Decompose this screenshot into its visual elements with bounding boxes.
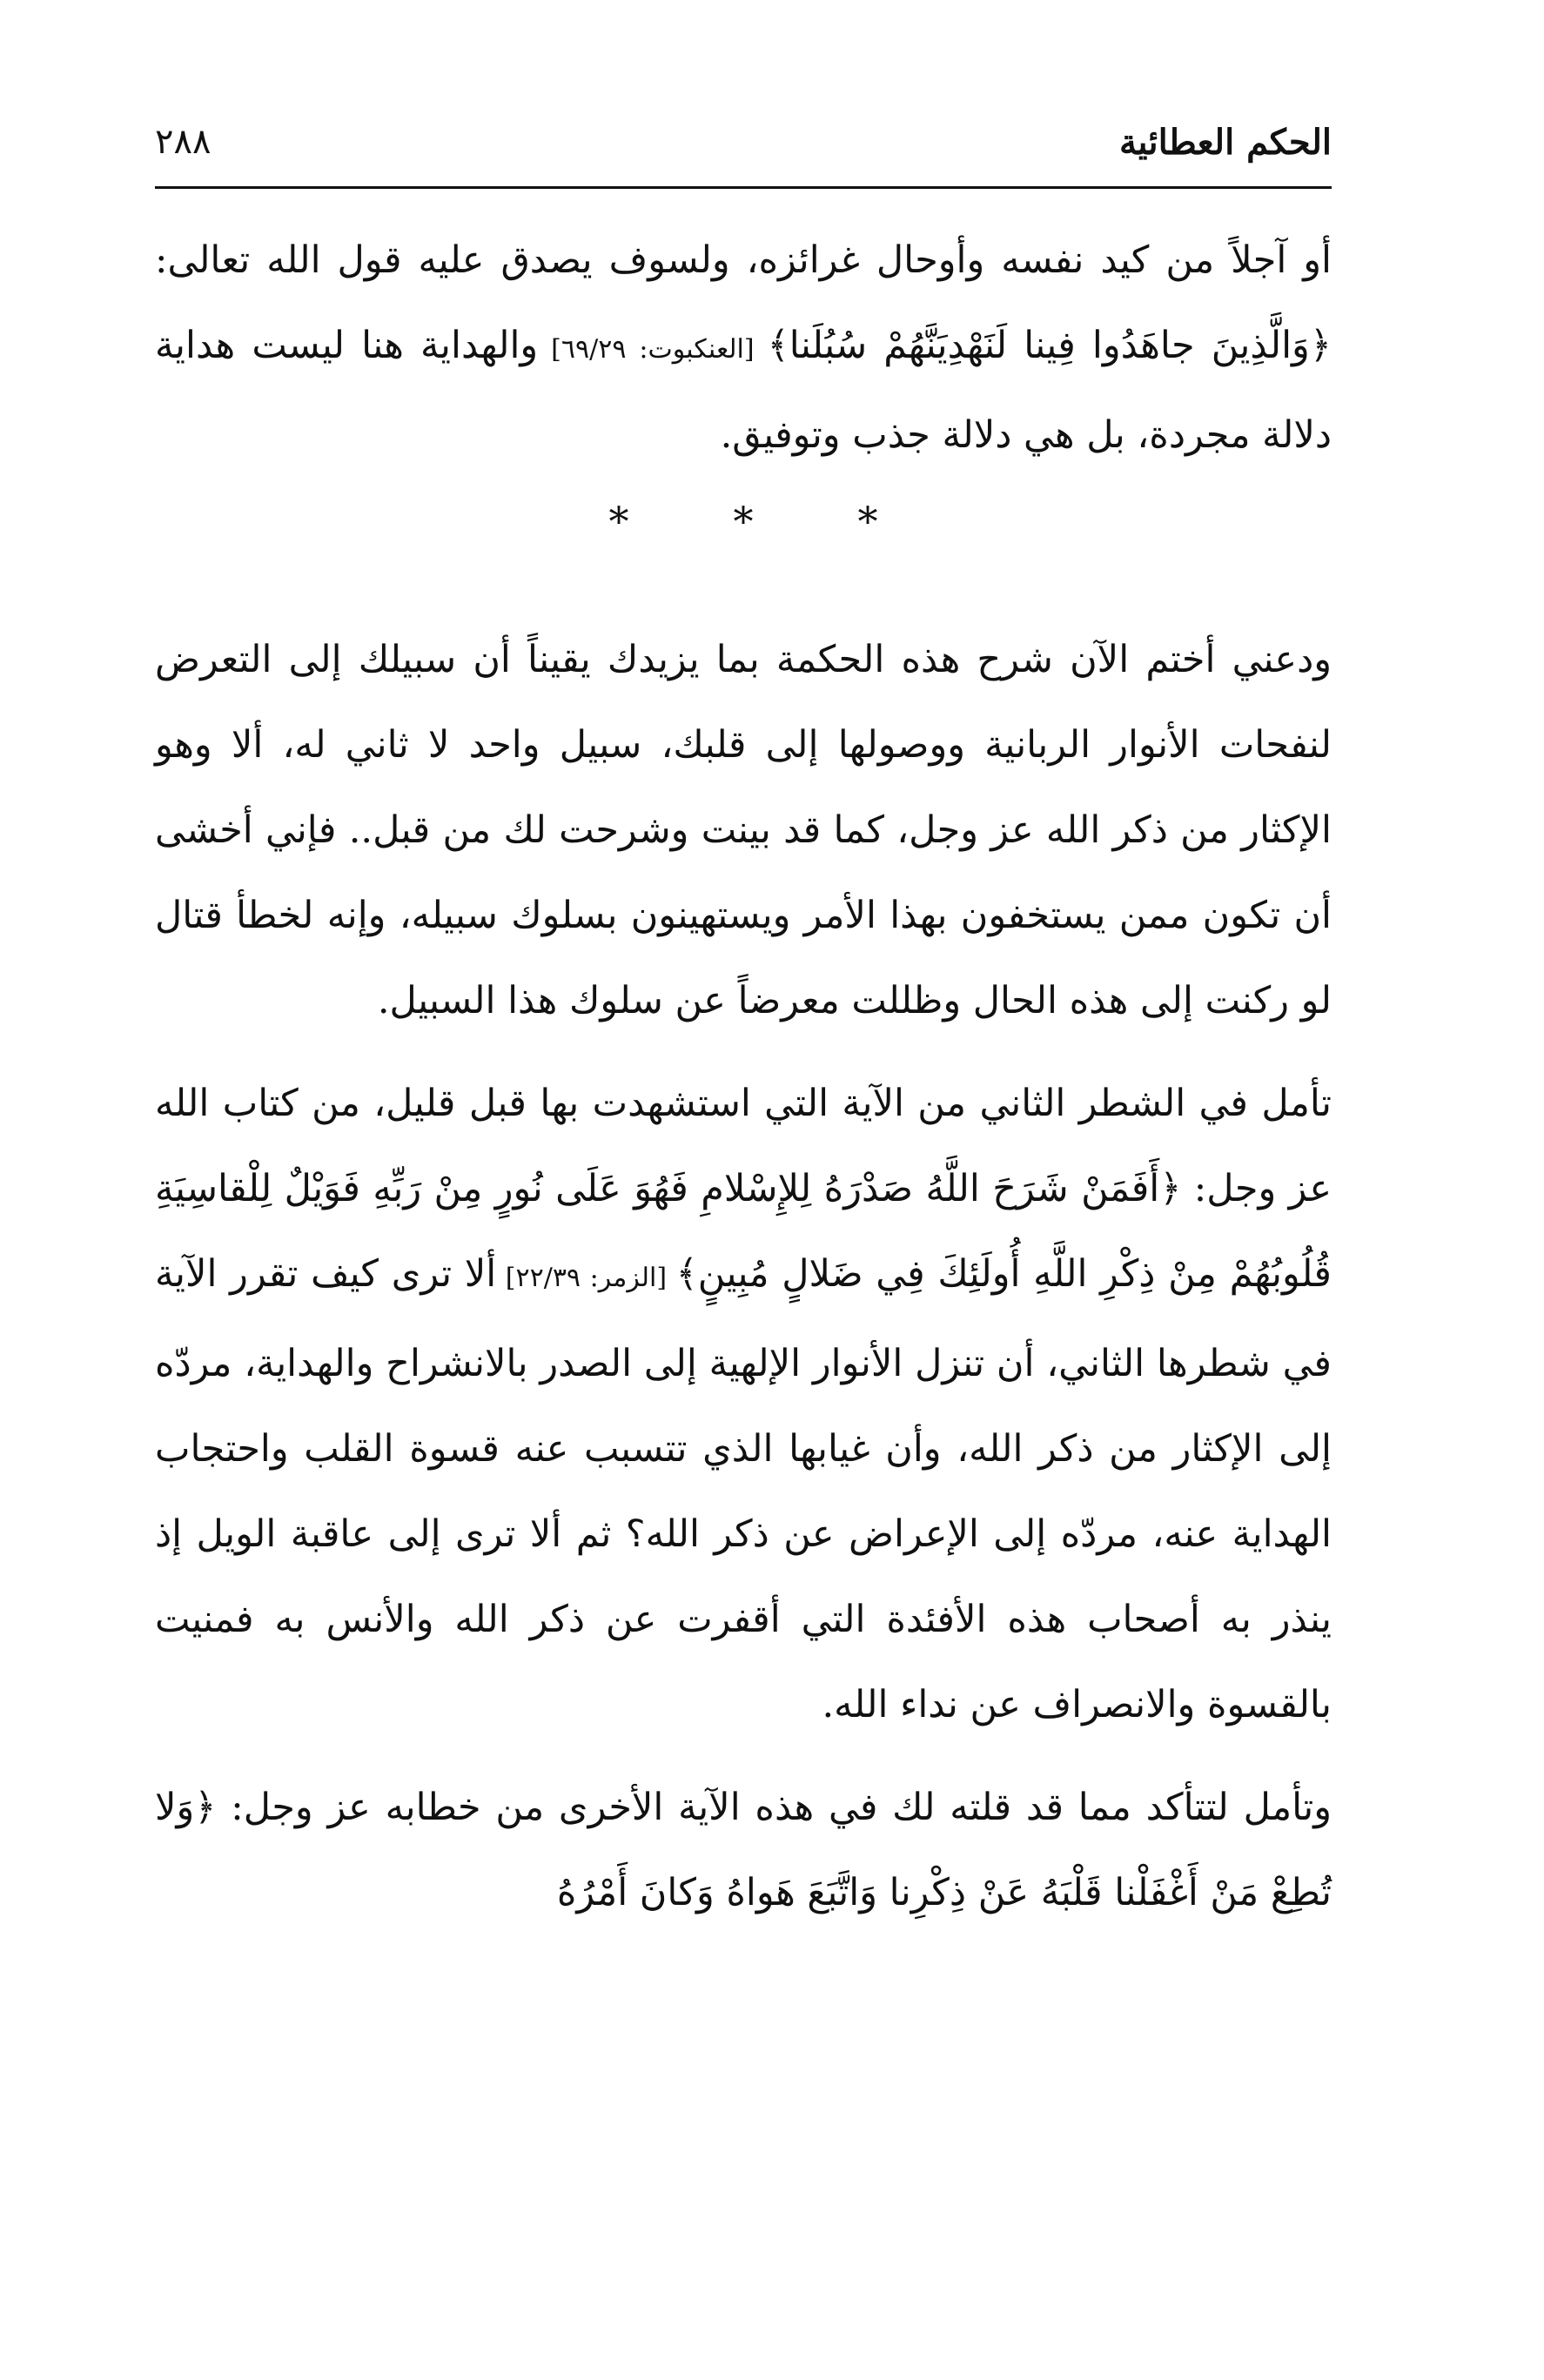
- paragraph-4-text: وتأمل لتتأكد مما قد قلته لك في هذه الآية الأخرى من خطابه عز وجل:: [216, 1786, 1332, 1829]
- separator-star: *: [608, 498, 629, 545]
- paragraph-1: [155, 218, 1332, 478]
- paragraph-2: ودعني أختم الآن شرح هذه الحكمة بما يزيدك يقيناً أن سبيلك إلى التعرض لنفحات الأنوار الربانية ووصولها إلى قلبك، سبيل واحد لا ثاني له، ألا وهو الإكثار من ذكر الله عز وجل، كما قد بينت وشرحت لك من قبل.. فإني أخشى أن تكون ممن يستخفون بهذا الأمر ويستهينون بسلوك سبيله، وإنه لخطأ قتال لو ركنت إلى هذه الحال وظللت معرضاً عن سلوك هذا السبيل.: [155, 638, 1332, 1022]
- running-title: الحكم العطائية: [1118, 122, 1332, 163]
- separator-star: *: [857, 498, 878, 545]
- quran-verse: ﴿وَالَّذِينَ جاهَدُوا فِينا لَنَهْدِيَنَّهُمْ سُبُلَنا﴾: [767, 324, 1332, 367]
- verse-citation: [العنكبوت: ٦٩/٢٩]: [538, 334, 768, 365]
- verse-citation: [الزمر: ٢٢/٣٩]: [496, 1263, 676, 1293]
- quran-verse: ﴿أَفَمَنْ شَرَحَ اللَّهُ صَدْرَهُ لِلإِسْلامِ فَهُوَ عَلَى نُورٍ مِنْ رَبِّهِ فَوَيْلٌ لِلْقاسِيَةِ قُلُوبُهُمْ مِنْ ذِكْرِ اللَّهِ أُولَئِكَ فِي ضَلالٍ مُبِينٍ﴾: [155, 1167, 1332, 1296]
- book-page: [155, 0, 1332, 2380]
- paragraph-3: [155, 1061, 1332, 1747]
- body-text: [155, 218, 1332, 1935]
- paragraph-1-text-continued: والهداية هنا ليست هداية دلالة مجردة، بل هي دلالة جذب وتوفيق.: [155, 324, 1332, 457]
- running-header: [155, 122, 1332, 174]
- paragraph-3-text: تأمل في الشطر الثاني من الآية التي استشهدت بها قبل قليل، من كتاب الله عز وجل:: [155, 1082, 1332, 1210]
- separator-star: *: [733, 498, 754, 545]
- page-number: ٢٨٨: [155, 122, 211, 162]
- quran-verse: ﴿وَلا تُطِعْ مَنْ أَغْفَلْنا قَلْبَهُ عَنْ ذِكْرِنا وَاتَّبَعَ هَواهُ وَكانَ أَمْرُهُ: [155, 1786, 1332, 1914]
- paragraph-1-text: أو آجلاً من كيد نفسه وأوحال غرائزه، ولسوف يصدق عليه قول الله تعالى:: [155, 238, 1332, 282]
- paragraph-3-text-continued: ألا ترى كيف تقرر الآية في شطرها الثاني، أن تنزل الأنوار الإلهية إلى الصدر بالانشراح والهداية، مردّه إلى الإكثار من ذكر الله، وأن غيابها الذي تتسبب عنه قسوة القلب واحتجاب الهداية عنه، مردّه إلى الإعراض عن ذكر الله؟ ثم ألا ترى إلى عاقبة الويل إذ ينذر به أصحاب هذه الأفئدة التي أقفرت عن ذكر الله والأنس به فمنيت بالقسوة والانصراف عن نداء الله.: [155, 1252, 1332, 1726]
- header-rule: [155, 186, 1332, 189]
- section-separator: [155, 486, 1332, 556]
- paragraph-4: [155, 1765, 1332, 1935]
